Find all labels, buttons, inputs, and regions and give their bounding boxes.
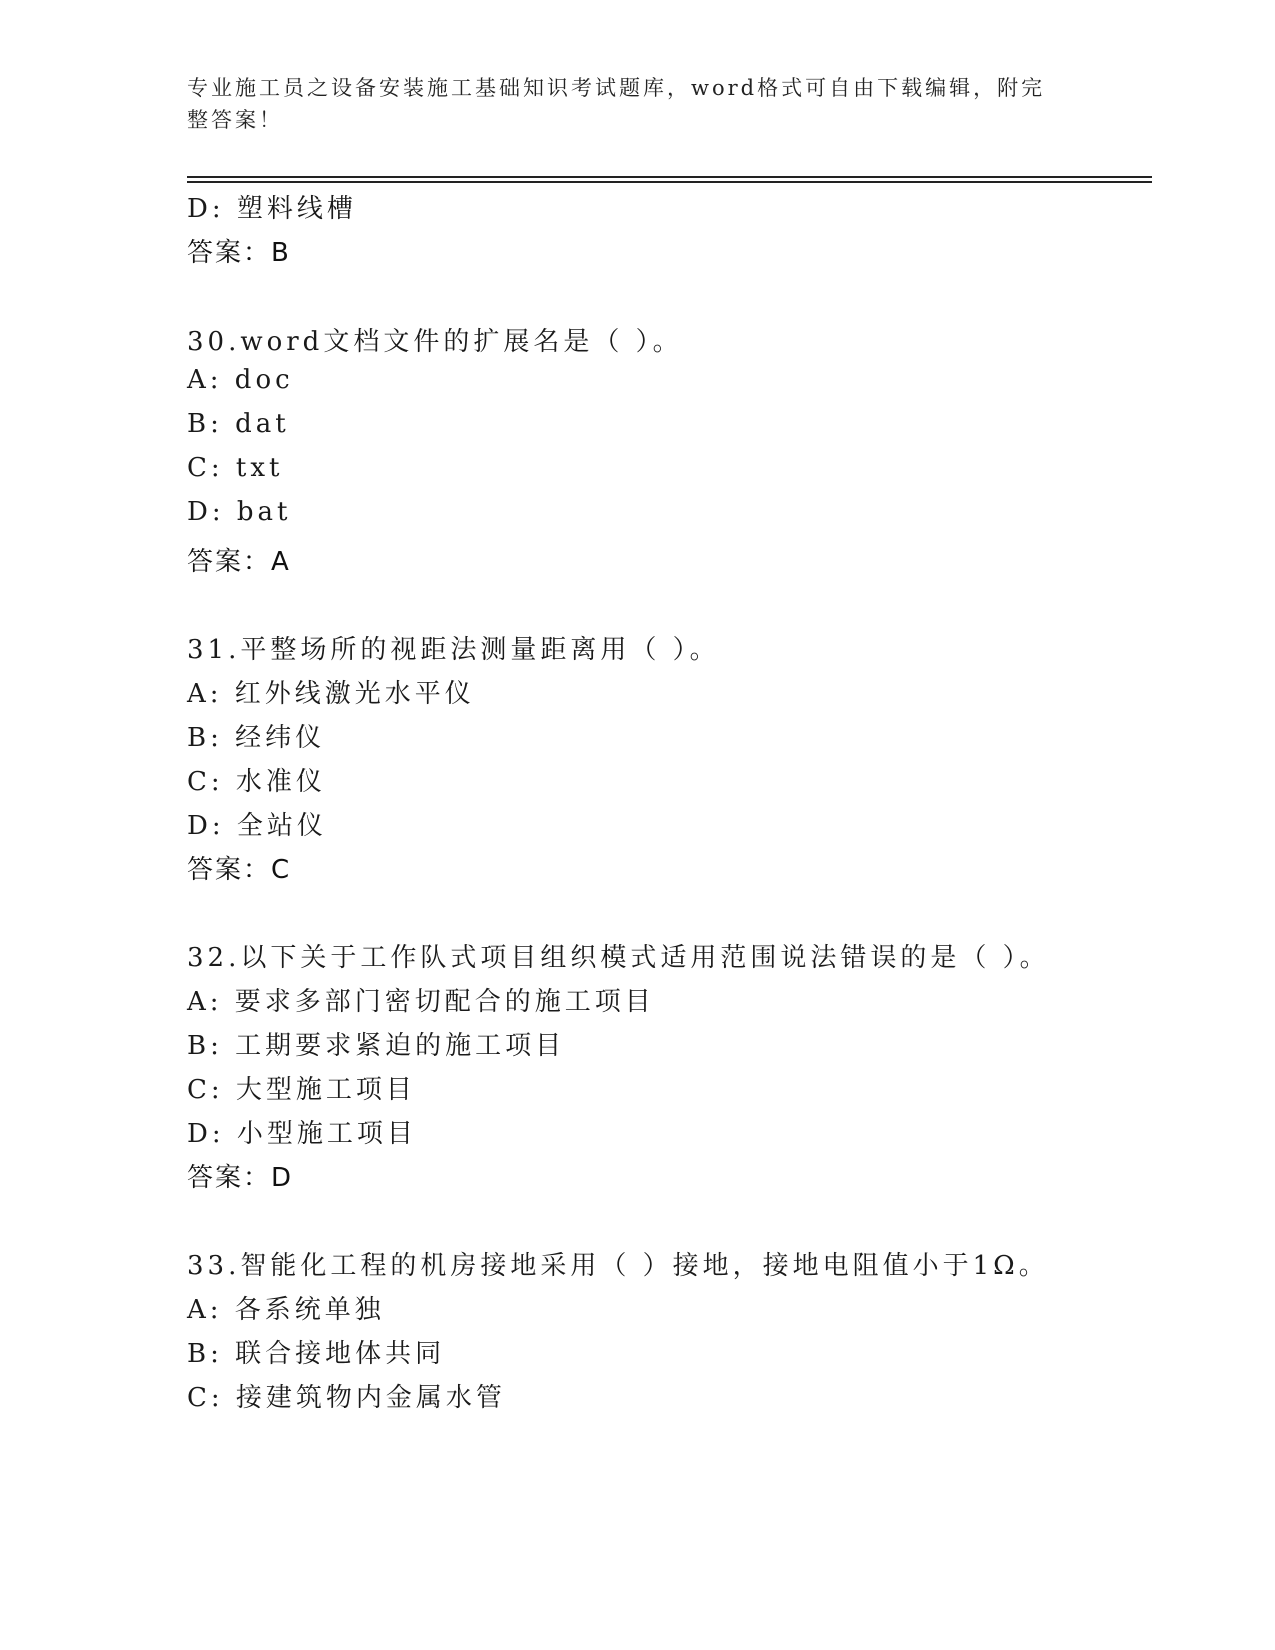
question-33-stem: 33.智能化工程的机房接地采用（ ）接地，接地电阻值小于1Ω。 <box>187 1251 1049 1281</box>
document-header: 专业施工员之设备安装施工基础知识考试题库，word格式可自由下载编辑，附完整答案！ <box>187 76 1046 132</box>
question-32-option-b: B: 工期要求紧迫的施工项目 <box>187 1031 566 1061</box>
question-32-stem: 32.以下关于工作队式项目组织模式适用范围说法错误的是（ ）。 <box>187 943 1050 973</box>
header-divider-top <box>187 176 1152 178</box>
question-31-stem: 31.平整场所的视距法测量距离用（ ）。 <box>187 635 720 665</box>
question-31-option-c: C: 水准仪 <box>187 767 326 797</box>
question-31-answer: 答案：C <box>187 855 292 885</box>
question-33-option-a: A: 各系统单独 <box>187 1295 385 1325</box>
prev-option-d: D: 塑料线槽 <box>187 194 357 224</box>
question-30-stem: 30.word文档文件的扩展名是（ ）。 <box>187 327 683 357</box>
question-30-option-c: C: txt <box>187 453 284 483</box>
question-31-option-b: B: 经纬仪 <box>187 723 326 753</box>
question-30-option-a: A: doc <box>187 365 294 395</box>
question-32-option-a: A: 要求多部门密切配合的施工项目 <box>187 987 655 1017</box>
question-31-option-a: A: 红外线激光水平仪 <box>187 679 475 709</box>
question-30-answer: 答案：A <box>187 547 291 577</box>
header-divider-bottom <box>187 181 1152 183</box>
question-32-option-c: C: 大型施工项目 <box>187 1075 416 1105</box>
question-30-option-d: D: bat <box>187 497 292 527</box>
prev-answer: 答案：B <box>187 238 291 268</box>
question-33-option-b: B: 联合接地体共同 <box>187 1339 446 1369</box>
question-30-option-b: B: dat <box>187 409 290 439</box>
question-31-option-d: D: 全站仪 <box>187 811 327 841</box>
question-32-option-d: D: 小型施工项目 <box>187 1119 417 1149</box>
question-32-answer: 答案：D <box>187 1163 294 1193</box>
question-33-option-c: C: 接建筑物内金属水管 <box>187 1383 506 1413</box>
